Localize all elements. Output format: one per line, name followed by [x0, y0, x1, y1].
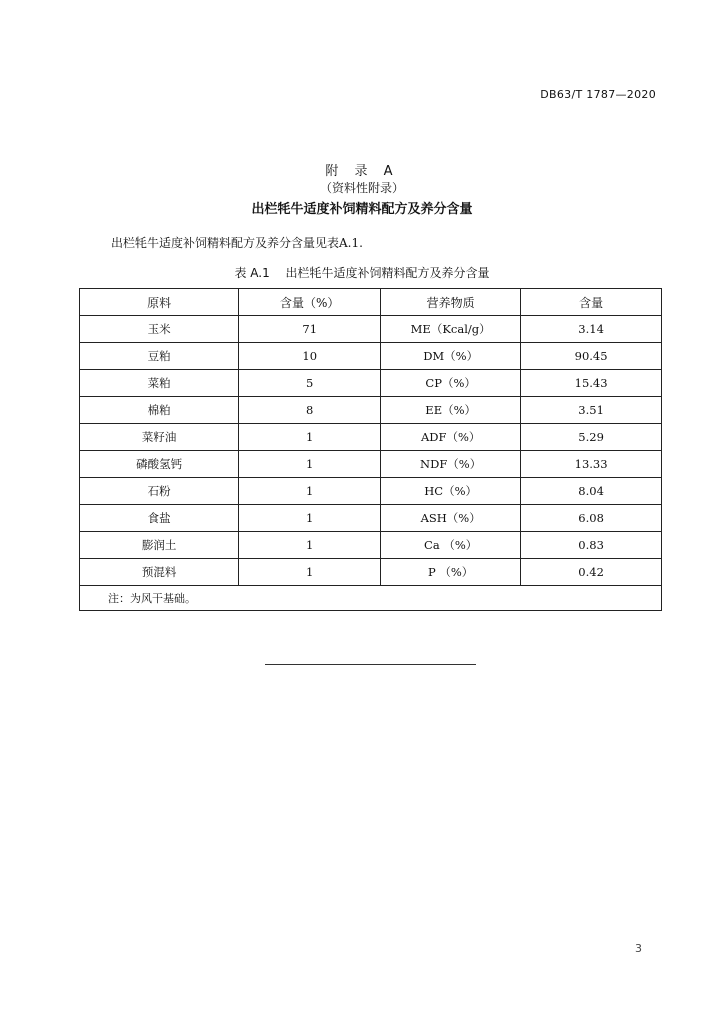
cell-nutrient-content: 3.51 [521, 397, 662, 424]
cell-nutrient-content: 0.83 [521, 532, 662, 559]
cell-nutrient: ASH（%） [381, 505, 521, 532]
cell-nutrient-content: 6.08 [521, 505, 662, 532]
cell-ingredient: 石粉 [80, 478, 239, 505]
cell-ingredient-content: 1 [239, 424, 381, 451]
table-row [80, 343, 662, 370]
cell-ingredient-content: 71 [239, 316, 381, 343]
cell-nutrient: EE（%） [381, 397, 521, 424]
cell-ingredient: 膨润土 [80, 532, 239, 559]
cell-nutrient: HC（%） [381, 478, 521, 505]
cell-ingredient-content: 1 [239, 559, 381, 586]
table-header-row [80, 289, 662, 316]
cell-nutrient: ADF（%） [381, 424, 521, 451]
table-row [80, 505, 662, 532]
cell-ingredient: 预混料 [80, 559, 239, 586]
table-row [80, 451, 662, 478]
cell-nutrient: ME（Kcal/g） [381, 316, 521, 343]
cell-ingredient: 玉米 [80, 316, 239, 343]
cell-ingredient: 棉粕 [80, 397, 239, 424]
table-row [80, 316, 662, 343]
header-ingredient-content: 含量（%） [239, 289, 381, 316]
document-code: DB63/T 1787—2020 [540, 88, 656, 101]
table-note: 注：为风干基础。 [80, 586, 662, 611]
formula-table [79, 288, 662, 611]
table-row [80, 478, 662, 505]
table-body [80, 316, 662, 586]
cell-nutrient: DM（%） [381, 343, 521, 370]
cell-nutrient-content: 15.43 [521, 370, 662, 397]
cell-ingredient: 食盐 [80, 505, 239, 532]
appendix-subtitle: （资料性附录） [319, 181, 404, 195]
table-caption-title: 出栏牦牛适度补饲精料配方及养分含量 [285, 266, 490, 280]
cell-nutrient: P （%） [381, 559, 521, 586]
cell-nutrient: Ca （%） [381, 532, 521, 559]
cell-nutrient-content: 90.45 [521, 343, 662, 370]
intro-paragraph: 出栏牦牛适度补饲精料配方及养分含量见表A.1. [111, 236, 363, 250]
cell-ingredient-content: 5 [239, 370, 381, 397]
appendix-name: 出栏牦牛适度补饲精料配方及养分含量 [251, 202, 473, 217]
cell-ingredient-content: 1 [239, 451, 381, 478]
header-ingredient: 原料 [80, 289, 239, 316]
table-caption-number: 表 A.1 [234, 266, 270, 280]
cell-ingredient-content: 1 [239, 532, 381, 559]
page-number: 3 [635, 942, 642, 955]
cell-ingredient-content: 1 [239, 478, 381, 505]
table-row [80, 424, 662, 451]
header-nutrient: 营养物质 [381, 289, 521, 316]
cell-nutrient-content: 0.42 [521, 559, 662, 586]
table-caption [0, 264, 724, 281]
table-row [80, 370, 662, 397]
cell-nutrient-content: 5.29 [521, 424, 662, 451]
cell-nutrient-content: 8.04 [521, 478, 662, 505]
cell-ingredient: 磷酸氢钙 [80, 451, 239, 478]
cell-ingredient: 菜粕 [80, 370, 239, 397]
table-row [80, 397, 662, 424]
table-row [80, 532, 662, 559]
header-nutrient-content: 含量 [521, 289, 662, 316]
cell-nutrient-content: 3.14 [521, 316, 662, 343]
cell-ingredient-content: 1 [239, 505, 381, 532]
cell-ingredient: 菜籽油 [80, 424, 239, 451]
cell-ingredient-content: 10 [239, 343, 381, 370]
cell-nutrient-content: 13.33 [521, 451, 662, 478]
appendix-title: 附 录 A [325, 164, 399, 179]
table-row [80, 559, 662, 586]
table-note-row [80, 586, 662, 611]
cell-nutrient: CP（%） [381, 370, 521, 397]
cell-ingredient: 豆粕 [80, 343, 239, 370]
cell-nutrient: NDF（%） [381, 451, 521, 478]
end-rule [265, 664, 476, 665]
cell-ingredient-content: 8 [239, 397, 381, 424]
